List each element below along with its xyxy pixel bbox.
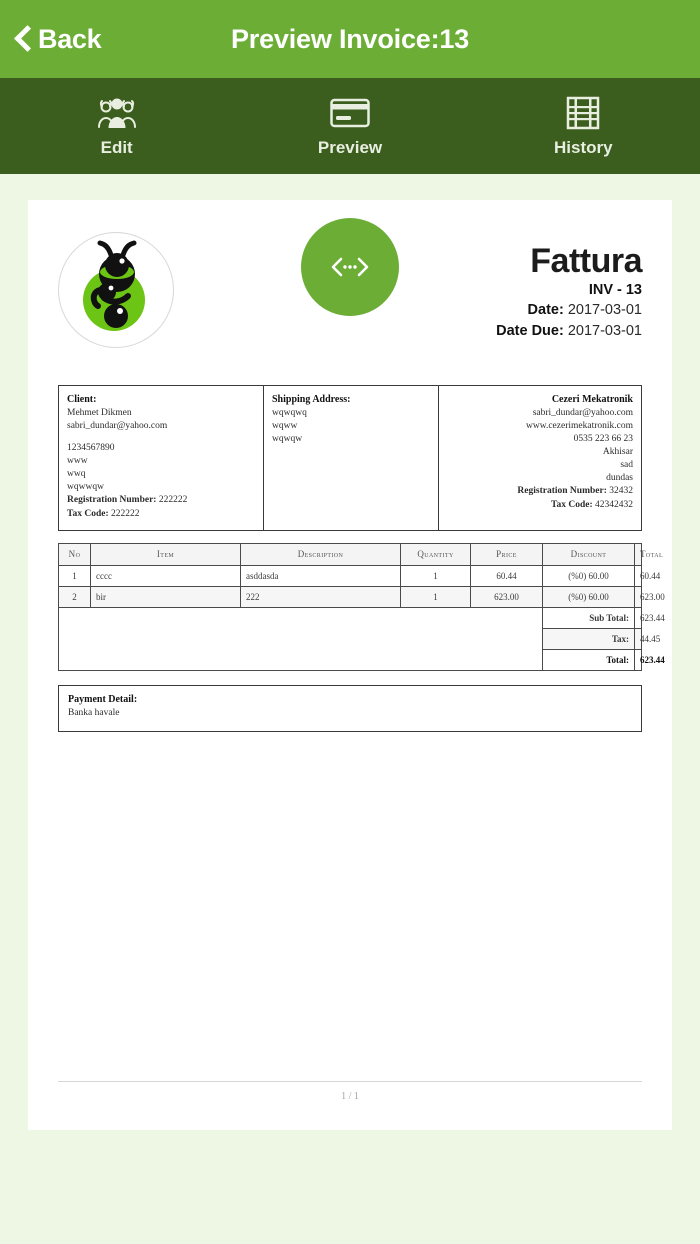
invoice-meta	[496, 218, 642, 341]
client-heading: Client:	[67, 394, 97, 405]
subtotal-row	[59, 607, 642, 628]
top-navigation-bar	[0, 0, 700, 78]
subtotal-label: Sub Total:	[543, 607, 635, 628]
cell-no: 1	[59, 565, 91, 586]
total-value: 623.44	[635, 649, 642, 670]
invoice-page	[28, 200, 672, 1130]
items-table	[58, 543, 665, 671]
subtotal-value: 623.44	[635, 607, 642, 628]
tax-label: Tax:	[543, 628, 635, 649]
shipping-line3: wqwqw	[272, 434, 303, 445]
shipping-heading: Shipping Address:	[272, 394, 351, 405]
back-button-label: Back	[38, 23, 102, 54]
items-table-body	[59, 565, 665, 670]
shipping-box	[264, 386, 439, 530]
company-name: Cezeri Mekatronik	[551, 394, 633, 405]
invoice-date-due-label: Date Due:	[496, 322, 564, 339]
cell-description: asddasda	[241, 565, 401, 586]
cell-price: 60.44	[471, 565, 543, 586]
shipping-line1: wqwqwq	[272, 407, 307, 418]
invoice-type-title: Fattura	[530, 242, 642, 280]
resize-horizontal-icon[interactable]	[301, 218, 399, 316]
items-table-head	[59, 543, 664, 565]
client-tax	[67, 508, 255, 521]
tab-history-label: History	[554, 138, 613, 157]
totals-filler	[59, 607, 543, 670]
column-header-total: Total	[635, 543, 642, 565]
invoice-scroll-area[interactable]	[0, 174, 700, 1244]
company-registration	[447, 485, 633, 498]
cell-discount: (%0) 60.00	[543, 586, 635, 607]
invoice-date-due-value: 2017-03-01	[567, 322, 642, 339]
company-tax-label: Tax Code:	[551, 499, 593, 510]
cell-total: 60.44	[635, 565, 642, 586]
shipping-line2: wqww	[272, 420, 298, 431]
table-row	[59, 565, 642, 586]
payment-detail-heading: Payment Detail:	[68, 693, 138, 705]
column-header-quantity: Quantity	[401, 543, 471, 565]
client-tax-label: Tax Code:	[67, 508, 109, 519]
total-label: Total:	[543, 649, 635, 670]
company-website: www.cezerimekatronik.com	[525, 420, 633, 431]
client-line2: wwq	[67, 469, 86, 480]
client-registration-value: 222222	[158, 495, 188, 506]
company-tax	[447, 499, 633, 512]
people-group-icon	[96, 94, 138, 132]
chevron-left-icon	[14, 24, 34, 54]
client-name: Mehmet Dikmen	[67, 407, 132, 418]
client-line1: www	[67, 456, 88, 467]
column-header-item: Item	[91, 543, 241, 565]
address-row	[58, 385, 642, 531]
cell-total: 623.00	[635, 586, 642, 607]
cell-no: 2	[59, 586, 91, 607]
client-registration	[67, 494, 255, 507]
invoice-header	[58, 218, 642, 373]
company-registration-label: Registration Number:	[517, 486, 607, 497]
tab-preview[interactable]	[233, 78, 466, 174]
company-city: Akhisar	[602, 447, 633, 458]
company-phone: 0535 223 66 23	[573, 434, 633, 445]
cell-description: 222	[241, 586, 401, 607]
column-header-description: Description	[241, 543, 401, 565]
cell-price: 623.00	[471, 586, 543, 607]
invoice-date-due	[496, 321, 642, 342]
column-header-price: Price	[471, 543, 543, 565]
invoice-date	[496, 300, 642, 321]
company-tax-value: 42342432	[595, 499, 633, 510]
company-box	[439, 386, 641, 530]
client-phone: 1234567890	[67, 443, 115, 454]
invoice-date-value: 2017-03-01	[567, 302, 642, 319]
tab-edit-label: Edit	[100, 138, 133, 157]
column-header-no: No	[59, 543, 91, 565]
invoice-number-value: INV - 13	[588, 281, 642, 298]
invoice-number	[496, 280, 642, 301]
column-header-discount: Discount	[543, 543, 635, 565]
client-box	[59, 386, 264, 530]
table-row	[59, 586, 642, 607]
client-tax-value: 222222	[111, 508, 140, 519]
company-line2: dundas	[606, 473, 633, 484]
film-strip-icon	[566, 94, 600, 132]
tab-edit[interactable]	[0, 78, 233, 174]
company-registration-value: 32432	[609, 486, 633, 497]
credit-card-icon	[330, 94, 370, 132]
ant-logo-icon	[58, 232, 174, 348]
client-email: sabri_dundar@yahoo.com	[67, 420, 168, 431]
company-line1: sad	[620, 460, 633, 471]
tax-value: 44.45	[635, 628, 642, 649]
client-line3: wqwwqw	[67, 482, 104, 493]
cell-quantity: 1	[401, 565, 471, 586]
client-spacer	[67, 433, 255, 442]
tab-bar	[0, 78, 700, 174]
cell-discount: (%0) 60.00	[543, 565, 635, 586]
invoice-date-label: Date:	[527, 302, 564, 319]
payment-detail-box	[58, 685, 642, 732]
cell-item: cccc	[91, 565, 241, 586]
client-registration-label: Registration Number:	[67, 495, 157, 506]
page-indicator: 1 / 1	[58, 1081, 642, 1102]
payment-detail-text: Banka havale	[68, 708, 120, 719]
items-header-row	[59, 543, 642, 565]
tab-history[interactable]	[467, 78, 700, 174]
tab-preview-label: Preview	[317, 138, 383, 157]
company-email: sabri_dundar@yahoo.com	[532, 407, 633, 418]
cell-quantity: 1	[401, 586, 471, 607]
page-title: Preview Invoice:13	[230, 23, 470, 54]
cell-item: bir	[91, 586, 241, 607]
back-button[interactable]	[0, 24, 101, 55]
